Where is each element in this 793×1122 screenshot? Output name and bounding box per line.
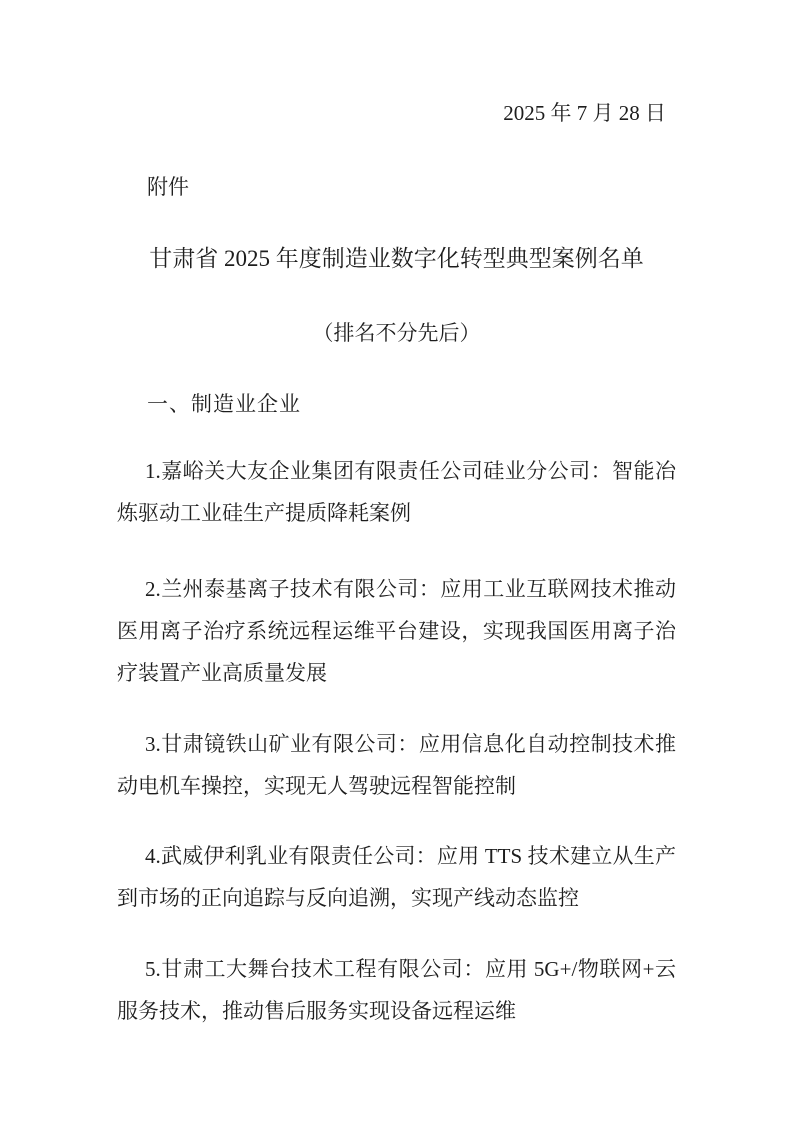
case-item-3: 3.甘肃镜铁山矿业有限公司：应用信息化自动控制技术推动电机车操控，实现无人驾驶远程智能控制 <box>117 732 676 798</box>
case-item-2: 2.兰州泰基离子技术有限公司：应用工业互联网技术推动医用离子治疗系统远程运维平台建设，实现我国医用离子治疗装置产业高质量发展 <box>117 577 676 685</box>
case-item-4: 4.武威伊利乳业有限责任公司：应用 TTS 技术建立从生产到市场的正向追踪与反向追溯，实现产线动态监控 <box>117 844 676 910</box>
case-item-5: 5.甘肃工大舞台技术工程有限公司：应用 5G+/物联网+云服务技术，推动售后服务实现设备远程运维 <box>117 957 676 1023</box>
attachment-label: 附件 <box>147 175 189 199</box>
section-heading-manufacturing-enterprises: 一、制造业企业 <box>147 393 301 416</box>
case-item-1: 1.嘉峪关大友企业集团有限责任公司硅业分公司：智能冶炼驱动工业硅生产提质降耗案例 <box>117 459 676 525</box>
document-subtitle: （排名不分先后） <box>312 321 481 345</box>
document-title: 甘肃省 2025 年度制造业数字化转型典型案例名单 <box>149 246 644 271</box>
document-date: 2025 年 7 月 28 日 <box>503 101 666 125</box>
